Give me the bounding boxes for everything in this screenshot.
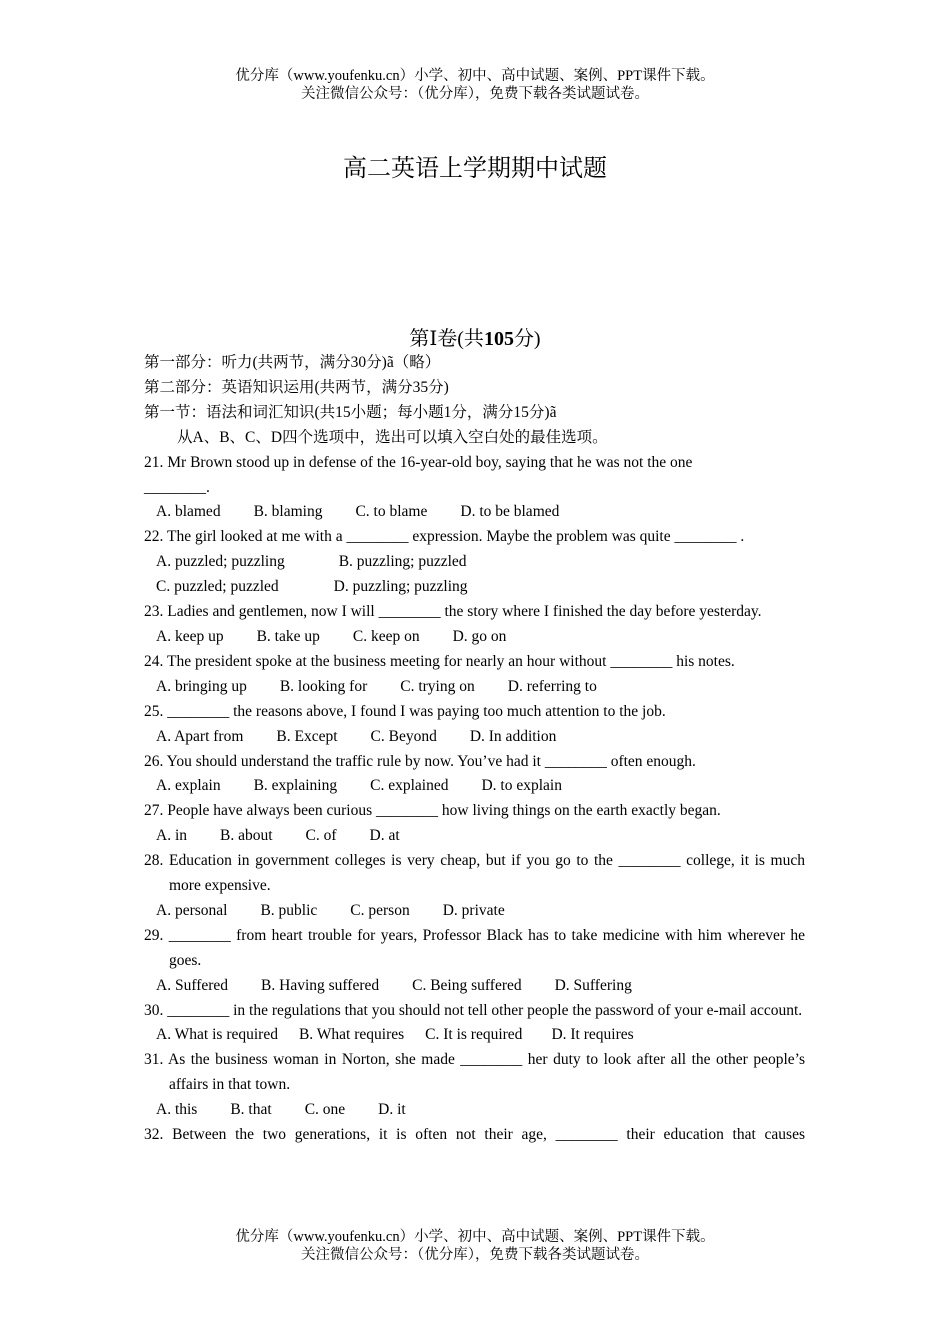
option-a: A. in <box>156 827 187 845</box>
section-suffix: 分) <box>513 328 541 350</box>
options-24 <box>144 675 805 700</box>
option-b: B. public <box>260 901 318 919</box>
option-a: A. Suffered <box>156 976 229 994</box>
option-d: D. referring to <box>507 677 597 695</box>
option-d: D. it <box>378 1101 406 1119</box>
option-a: A. bringing up <box>156 677 247 695</box>
options-29 <box>144 974 805 999</box>
option-c: C. person <box>350 901 410 919</box>
header-line-1: 优分库（www.youfenku.cn）小学、初中、高中试题、案例、PPT课件下载。 <box>235 68 715 84</box>
question-21 <box>144 451 805 501</box>
option-a: A. blamed <box>156 503 221 521</box>
instruction-choose: 从A、B、C、D四个选项中，选出可以填入空白处的最佳选项。 <box>177 428 608 446</box>
option-c: C. one <box>304 1101 346 1119</box>
option-d: D. at <box>369 827 400 845</box>
option-d: D. to be blamed <box>460 503 560 521</box>
page-header <box>0 67 950 103</box>
question-32: 32. Between the two generations, it is often not their age, ________ their education that causes <box>144 1126 805 1144</box>
option-d: D. go on <box>452 627 507 645</box>
option-d: D. to explain <box>481 777 562 795</box>
question-text-continued: ________. <box>144 478 210 496</box>
question-31: 31. As the business woman in Norton, she made ________ her duty to look after all the other people’s affairs in that town. <box>144 1051 805 1094</box>
document-title: 高二英语上学期期中试题 <box>343 156 607 182</box>
header-line-2: 关注微信公众号：（优分库），免费下载各类试题试卷。 <box>301 86 649 102</box>
option-b: B. take up <box>256 627 320 645</box>
option-b: B. explaining <box>253 777 338 795</box>
options-23 <box>144 625 805 650</box>
page-footer <box>0 1228 950 1264</box>
option-c: C. Beyond <box>370 727 437 745</box>
option-c: C. to blame <box>355 503 428 521</box>
option-b: B. puzzling; puzzled <box>338 553 467 571</box>
question-27: 27. People have always been curious ________ how living things on the earth exactly began. <box>144 802 721 820</box>
options-22-row-1 <box>144 550 805 575</box>
options-26 <box>144 774 805 799</box>
option-c: C. It is required <box>425 1026 523 1044</box>
question-text: 21. Mr Brown stood up in defense of the 16-year-old boy, saying that he was not the one <box>144 453 693 471</box>
option-a: A. explain <box>156 777 221 795</box>
instruction-part-two: 第二部分：英语知识运用(共两节，满分35分) <box>144 378 449 396</box>
question-26: 26. You should understand the traffic rule by now. You’ve had it ________ often enough. <box>144 752 696 770</box>
option-b: B. Except <box>276 727 338 745</box>
option-a: A. puzzled; puzzling <box>156 553 285 571</box>
question-24: 24. The president spoke at the business meeting for nearly an hour without ________ his notes. <box>144 652 735 670</box>
option-b: B. that <box>230 1101 272 1119</box>
options-30 <box>144 1023 805 1048</box>
options-27 <box>144 824 805 849</box>
instruction-section-one: 第一节：语法和词汇知识(共15小题；每小题1分，满分15分)ã <box>144 403 557 421</box>
section-title <box>0 324 950 354</box>
question-22: 22. The girl looked at me with a ________ expression. Maybe the problem was quite ________ . <box>144 528 745 546</box>
option-d: D. It requires <box>551 1026 634 1044</box>
options-21 <box>144 500 805 525</box>
footer-line-2: 关注微信公众号：（优分库），免费下载各类试题试卷。 <box>301 1247 649 1263</box>
option-c: C. explained <box>370 777 449 795</box>
options-25 <box>144 725 805 750</box>
option-b: B. about <box>220 827 273 845</box>
option-b: B. looking for <box>279 677 368 695</box>
option-c: C. of <box>305 827 337 845</box>
instruction-listening: 第一部分：听力(共两节，满分30分)ã（略） <box>144 354 441 371</box>
question-30: 30. ________ in the regulations that you should not tell other people the password of your e-mail account. <box>144 1001 803 1019</box>
option-c: C. trying on <box>400 677 475 695</box>
option-d: D. private <box>442 901 505 919</box>
option-c: C. keep on <box>352 627 420 645</box>
exam-content <box>144 351 805 1148</box>
option-b: B. What requires <box>298 1026 405 1044</box>
option-c: C. Being suffered <box>412 976 522 994</box>
section-points: 105 <box>483 328 514 350</box>
option-a: A. Apart from <box>156 727 244 745</box>
option-a: A. keep up <box>156 627 224 645</box>
option-a: A. What is required <box>156 1026 278 1044</box>
option-d: D. Suffering <box>554 976 632 994</box>
section-prefix: 第Ⅰ卷(共 <box>409 328 484 350</box>
question-28: 28. Education in government colleges is very cheap, but if you go to the ________ college, it is much more expensive. <box>144 852 805 895</box>
footer-line-1: 优分库（www.youfenku.cn）小学、初中、高中试题、案例、PPT课件下载。 <box>235 1229 715 1245</box>
option-b: B. blaming <box>253 503 323 521</box>
option-d: D. puzzling; puzzling <box>333 578 468 596</box>
question-25: 25. ________ the reasons above, I found I was paying too much attention to the job. <box>144 702 666 720</box>
options-22-row-2 <box>144 575 805 600</box>
option-a: A. this <box>156 1101 198 1119</box>
options-31 <box>144 1098 805 1123</box>
option-d: D. In addition <box>469 727 557 745</box>
options-28 <box>144 899 805 924</box>
question-29: 29. ________ from heart trouble for years, Professor Black has to take medicine with him wherever he goes. <box>144 926 805 969</box>
option-c: C. puzzled; puzzled <box>156 578 279 596</box>
option-b: B. Having suffered <box>261 976 380 994</box>
option-a: A. personal <box>156 901 228 919</box>
question-23: 23. Ladies and gentlemen, now I will ________ the story where I finished the day before yesterday. <box>144 603 762 621</box>
